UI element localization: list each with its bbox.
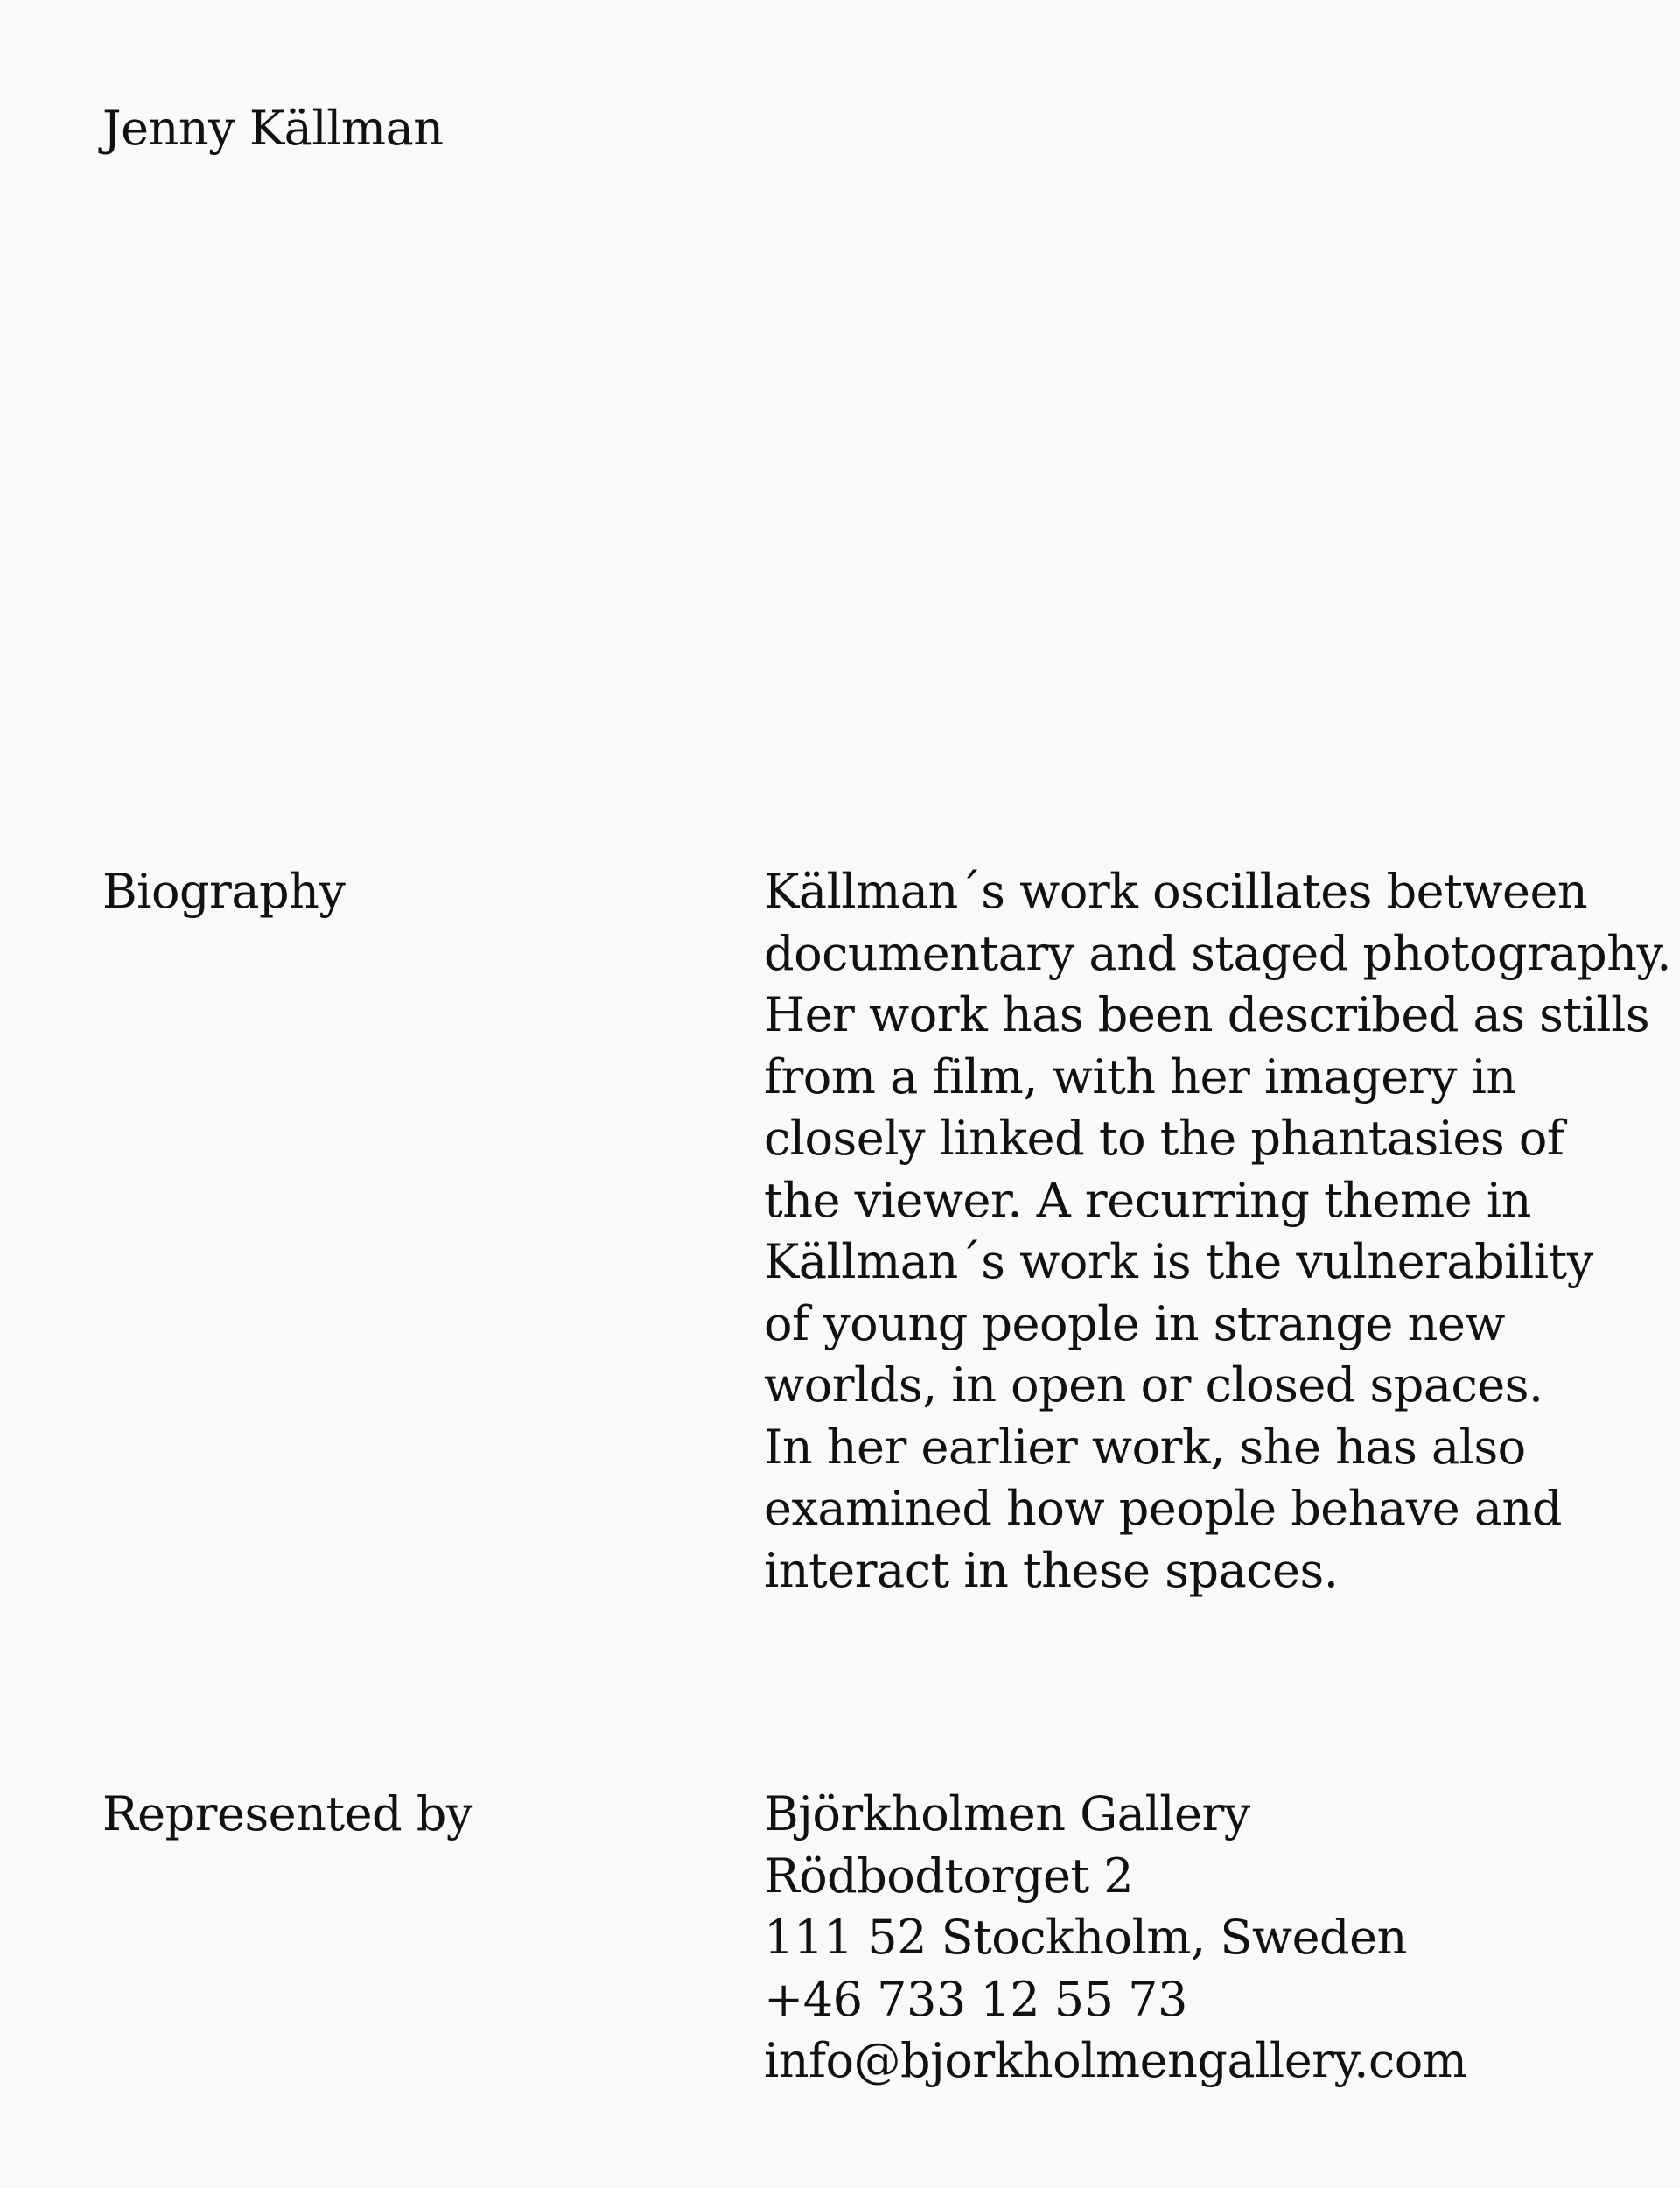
gallery-street: Rödbodtorget 2 bbox=[764, 1848, 1134, 1904]
biography-line: interact in these spaces. bbox=[764, 1542, 1339, 1598]
biography-line: In her earlier work, she has also bbox=[764, 1419, 1526, 1475]
biography-line: Her work has been described as stills bbox=[764, 987, 1650, 1042]
gallery-phone-row bbox=[764, 1969, 1639, 2031]
biography-text bbox=[764, 861, 1671, 1602]
biography-line: closely linked to the phantasies of bbox=[764, 1111, 1564, 1166]
biography-line: Källman´s work oscillates between bbox=[764, 864, 1588, 919]
gallery-email-link[interactable]: info@bjorkholmengallery.com bbox=[764, 2033, 1467, 2088]
represented-by-label: Represented by bbox=[102, 1786, 472, 1841]
gallery-email-row bbox=[764, 2030, 1639, 2093]
biography-label: Biography bbox=[102, 864, 346, 919]
gallery-city: 111 52 Stockholm, Sweden bbox=[764, 1910, 1407, 1965]
biography-line: of young people in strange new bbox=[764, 1295, 1506, 1351]
biography-line: examined how people behave and bbox=[764, 1481, 1562, 1536]
biography-line: Källman´s work is the vulnerability bbox=[764, 1234, 1593, 1289]
biography-line: the viewer. A recurring theme in bbox=[764, 1172, 1531, 1228]
page-title[interactable]: Jenny Källman bbox=[102, 101, 444, 156]
biography-line: worlds, in open or closed spaces. bbox=[764, 1357, 1544, 1413]
gallery-contact bbox=[764, 1784, 1639, 2093]
gallery-phone-link[interactable]: +46 733 12 55 73 bbox=[764, 1971, 1187, 2027]
biography-line: documentary and staged photography. bbox=[764, 925, 1671, 981]
gallery-name: Björkholmen Gallery bbox=[764, 1786, 1250, 1841]
biography-line: from a film, with her imagery in bbox=[764, 1048, 1516, 1105]
